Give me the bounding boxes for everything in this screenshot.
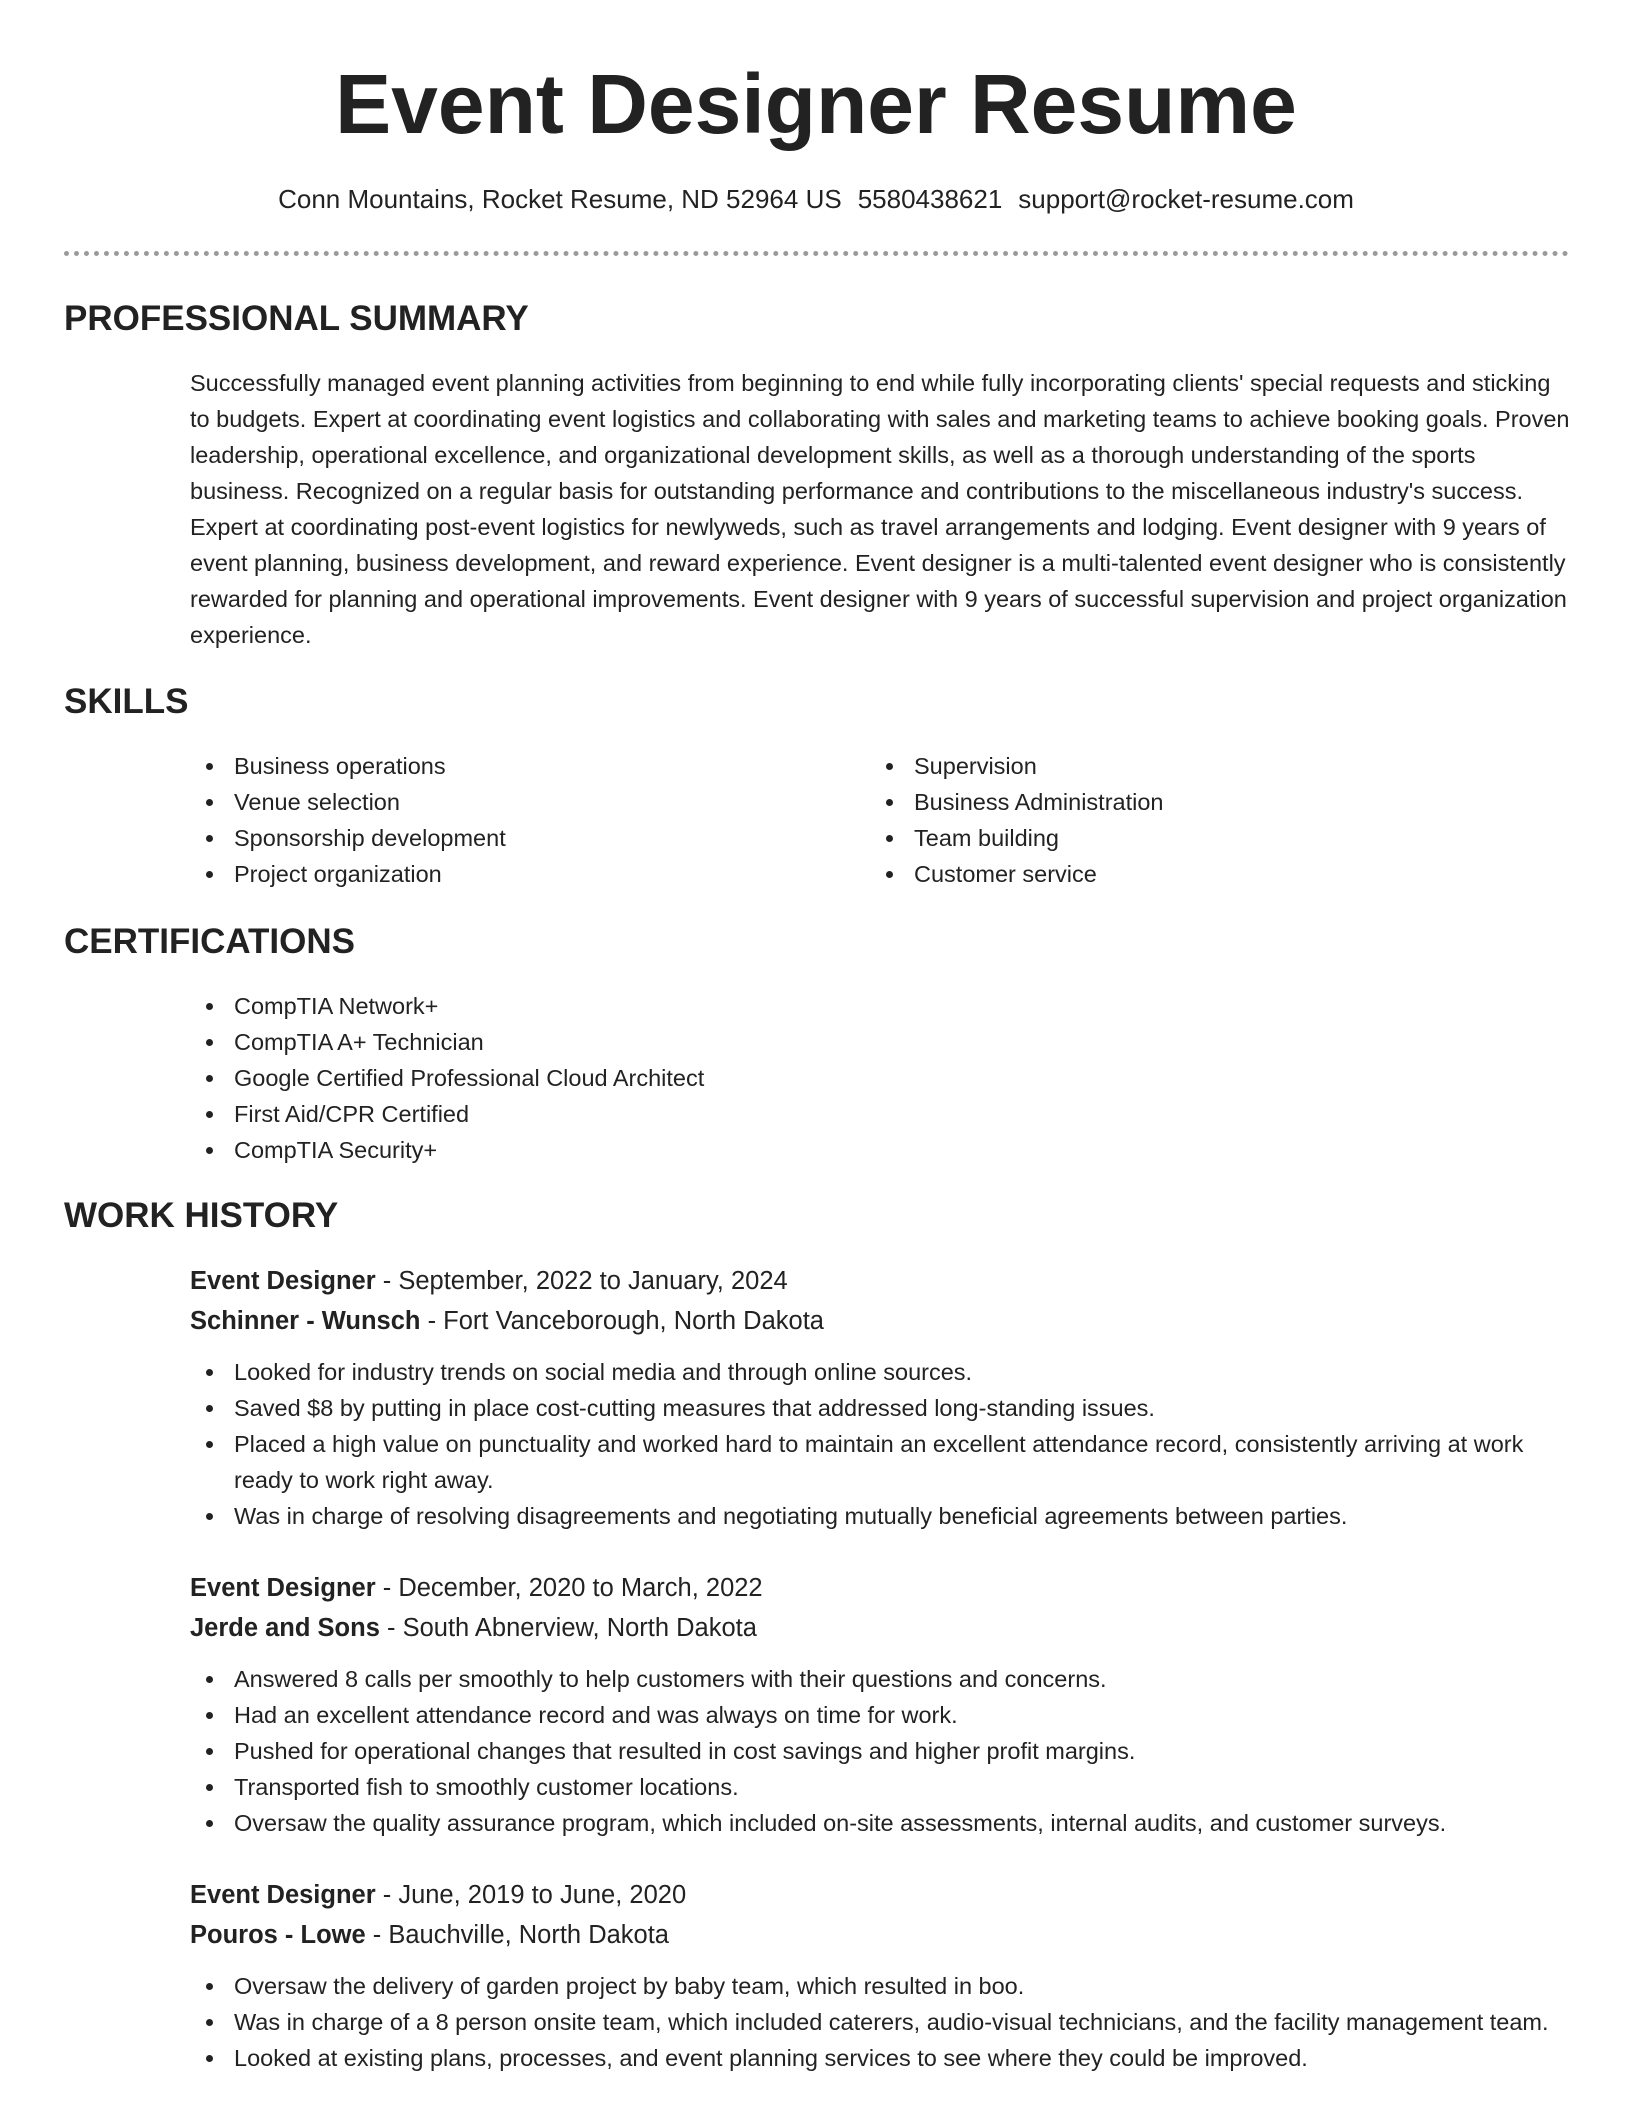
job-title: Event Designer	[190, 1267, 376, 1295]
job-company: Schinner - Wunsch	[190, 1307, 421, 1335]
job-entry	[190, 1568, 1570, 1841]
job-dates: - September, 2022 to January, 2024	[375, 1267, 788, 1295]
skill-item: Business Administration	[870, 784, 1490, 820]
address-text: Conn Mountains, Rocket Resume, ND 52964 US	[278, 184, 842, 214]
job-dates: - June, 2019 to June, 2020	[375, 1881, 687, 1909]
skill-item: Project organization	[190, 856, 810, 892]
certifications-heading: CERTIFICATIONS	[64, 922, 356, 961]
skills-list-left	[190, 748, 810, 892]
job-bullet: Transported fish to smoothly customer locations.	[190, 1769, 1570, 1805]
job-bullet: Was in charge of resolving disagreements and negotiating mutually beneficial agreements between parties.	[190, 1498, 1570, 1534]
job-company-line	[190, 1608, 1570, 1648]
skills-heading: SKILLS	[64, 682, 189, 721]
certification-item: First Aid/CPR Certified	[190, 1096, 1490, 1132]
job-location: - South Abnerview, North Dakota	[379, 1614, 757, 1642]
job-location: - Fort Vanceborough, North Dakota	[420, 1307, 824, 1335]
job-dates: - December, 2020 to March, 2022	[375, 1574, 763, 1602]
job-bullet: Looked at existing plans, processes, and event planning services to see where they could be improved.	[190, 2040, 1570, 2076]
certification-item: CompTIA A+ Technician	[190, 1024, 1490, 1060]
skill-item: Venue selection	[190, 784, 810, 820]
summary-text: Successfully managed event planning activities from beginning to end while fully incorporating clients' special requests and sticking to budgets. Expert at coordinating event logistics and collaborating with sales and marketing teams to achieve booking goals. Proven leadership, operational excellence, and organizational development skills, as well as a thorough understanding of the sports business. Recognized on a regular basis for outstanding performance and contributions to the miscellaneous industry's success. Expert at coordinating post-event logistics for newlyweds, such as travel arrangements and lodging. Event designer with 9 years of event planning, business development, and reward experience. Event designer is a multi-talented event designer who is consistently rewarded for planning and operational improvements. Event designer with 9 years of successful supervision and project organization experience.	[190, 370, 1570, 648]
certification-item: CompTIA Network+	[190, 988, 1490, 1024]
job-bullet: Saved $8 by putting in place cost-cutting measures that addressed long-standing issues.	[190, 1390, 1570, 1426]
certification-item: CompTIA Security+	[190, 1132, 1490, 1168]
job-title-line	[190, 1568, 1570, 1608]
job-title: Event Designer	[190, 1574, 376, 1602]
job-company: Jerde and Sons	[190, 1614, 380, 1642]
job-bullet: Was in charge of a 8 person onsite team, which included caterers, audio-visual technicians, and the facility management team.	[190, 2004, 1570, 2040]
job-company-line	[190, 1301, 1570, 1341]
job-title: Event Designer	[190, 1881, 376, 1909]
job-location: - Bauchville, North Dakota	[365, 1921, 669, 1949]
contact-info	[0, 181, 1632, 217]
job-bullet: Looked for industry trends on social media and through online sources.	[190, 1354, 1570, 1390]
header-divider	[64, 251, 1569, 256]
skill-item: Customer service	[870, 856, 1490, 892]
job-company: Pouros - Lowe	[190, 1921, 366, 1949]
email-link[interactable]: support@rocket-resume.com	[1018, 184, 1354, 214]
job-bullets	[190, 1354, 1570, 1534]
job-bullet: Pushed for operational changes that resulted in cost savings and higher profit margins.	[190, 1733, 1570, 1769]
job-bullets	[190, 1661, 1570, 1841]
job-bullet: Answered 8 calls per smoothly to help customers with their questions and concerns.	[190, 1661, 1570, 1697]
certifications-list	[190, 988, 1490, 1168]
job-entry	[190, 1875, 1570, 2076]
job-bullets	[190, 1968, 1570, 2076]
phone-text: 5580438621	[857, 184, 1003, 214]
job-entry	[190, 1261, 1570, 1534]
skill-item: Business operations	[190, 748, 810, 784]
summary-heading: PROFESSIONAL SUMMARY	[64, 299, 529, 338]
job-bullet: Had an excellent attendance record and was always on time for work.	[190, 1697, 1570, 1733]
skills-list-right	[870, 748, 1490, 892]
job-company-line	[190, 1915, 1570, 1955]
job-title-line	[190, 1261, 1570, 1301]
skill-item: Supervision	[870, 748, 1490, 784]
resume-title: Event Designer Resume	[335, 57, 1297, 151]
job-bullet: Oversaw the delivery of garden project by baby team, which resulted in boo.	[190, 1968, 1570, 2004]
skill-item: Team building	[870, 820, 1490, 856]
skill-item: Sponsorship development	[190, 820, 810, 856]
work-history-heading: WORK HISTORY	[64, 1196, 339, 1235]
job-bullet: Oversaw the quality assurance program, which included on-site assessments, internal audits, and customer surveys.	[190, 1805, 1570, 1841]
certification-item: Google Certified Professional Cloud Architect	[190, 1060, 1490, 1096]
job-title-line	[190, 1875, 1570, 1915]
job-bullet: Placed a high value on punctuality and worked hard to maintain an excellent attendance record, consistently arriving at work ready to work right away.	[190, 1426, 1570, 1498]
